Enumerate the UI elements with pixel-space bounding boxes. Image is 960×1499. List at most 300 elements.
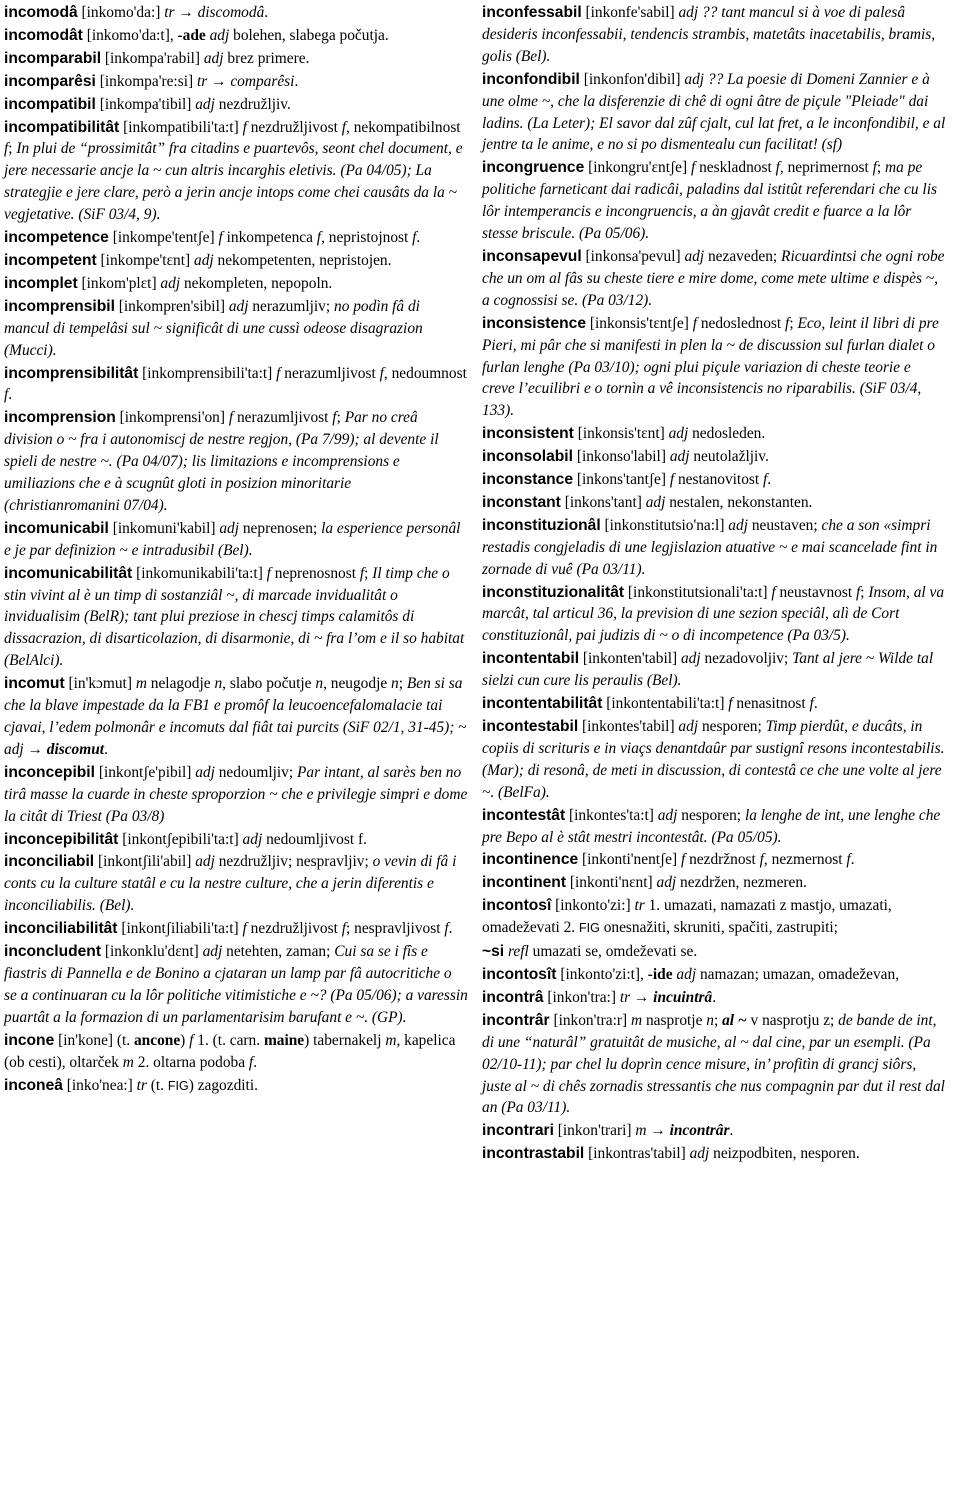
entry-headword: inconciliabilitât [4,920,118,938]
entry-text-segment: ; [398,675,407,693]
entry-text-segment: f [759,851,764,869]
entry-text-segment: adj [684,247,705,265]
entry-text-segment: nenasitnost [732,695,810,713]
entry-text-segment: comparêsi [230,72,295,90]
entry-text-segment: ma pe politiche farneticant dai radicâi, paladins dal istitût referendari che cu lis lôr intemperancis e incongruencis, a àn gjavât credit e fuarce a la lôr stesse briscule. (Pa 05/06). [482,159,937,243]
entry-text-segment: → [630,988,654,1006]
entry-text-segment: adj [676,965,697,983]
entry-headword: incontosît [482,965,557,983]
entry-text-segment: adj [219,519,240,537]
entry-text-segment: , slabo počutje [222,675,316,693]
entry-headword: inconsistence [482,314,586,332]
entry-text-segment: neskladnost [695,159,776,177]
entry-text-segment: nekompleten, nepopoln. [180,274,333,292]
entry-text-segment: adj [202,943,223,961]
entry-text-segment: [inkontʃiliabili'ta:t] [117,920,243,938]
entry-text-segment: ancone [133,1031,181,1049]
dictionary-entry [482,716,946,804]
entry-text-segment: adj [657,806,678,824]
dictionary-entry [4,851,468,917]
entry-headword: inconsistent [482,425,574,443]
entry-headword: inconfondibil [482,70,580,88]
entry-text-segment: nerazumljivost [280,364,380,382]
entry-text-segment: ; [364,564,373,582]
dictionary-entry [482,941,946,963]
entry-text-segment: f [809,695,814,713]
entry-headword: incontrari [482,1122,554,1140]
entry-text-segment: umazati se, omdeževati se. [528,943,698,961]
entry-text-segment: f [341,920,346,938]
entry-text-segment: nasprotje [642,1011,707,1029]
entry-text-segment: Il timp che o stin vivint al è un timp di sostanziâl ~, di marcade invidualitât o invidualisim (BelR); tant plui preziose in chescj timps calamitôs di dissacrazion, di disarticolazion, di disarmonie, di ~ fra l’om e il so habitat (BelAlci). [4,564,465,670]
entry-text-segment: (Pa 04/05); La strategjie e jere clare, però a jerin ancje intops come chei causâts da la ~ vegjetative. (SiF 03/4, 9). [4,162,457,224]
entry-text-segment: . [8,386,13,404]
entry-text-segment: f [872,159,877,177]
entry-text-segment: incontrâr [669,1122,730,1140]
dictionary-entry [4,296,468,362]
dictionary-entry [4,918,468,940]
entry-text-segment: v nasprotju z; [746,1011,839,1029]
entry-headword: incontestabil [482,718,579,735]
dictionary-entry [4,273,468,295]
entry-text-segment: nekompetenten, nepristojen. [213,251,392,269]
entry-text-segment: adj [668,425,689,443]
entry-text-segment: adj [209,26,230,44]
entry-text-segment: FIG [579,921,600,936]
entry-text-segment: incuintrâ [653,988,713,1006]
entry-text-segment: adj [195,95,215,113]
entry-text-segment: [inkongru'ɛntʃe] [584,159,691,177]
entry-text-segment: , neugodje [323,675,392,693]
entry-text-segment: → [207,72,231,90]
entry-text-segment: [inkonto'zi:t], [556,965,648,983]
dictionary-entry [4,48,468,70]
entry-text-segment: che a son «simpri restadis congjeladis di une legjislazion atuative ~ e mai scancelade fint in zornade di vuê (Pa 03/11). [482,516,938,578]
entry-headword: incone [4,1031,55,1049]
entry-text-segment: [inkompa'rabil] [101,49,204,67]
dictionary-entry [482,805,946,849]
entry-text-segment: [inkompe'tɛnt] [96,251,194,269]
entry-text-segment: f [316,229,322,247]
entry-text-segment: la lenghe de int, une lenghe che pre Bepo al è stât mestri incontestât. (Pa 05/05). [482,806,941,846]
entry-text-segment: no podìn fâ di mancul di tempelâsi sul ~ significât di une cussì odeose disagrazion (Mucci). [4,297,423,359]
entry-text-segment: [inkontes'tabil] [578,718,679,735]
entry-headword: incontinence [482,851,579,869]
entry-text-segment: → [174,4,198,21]
entry-text-segment: bolehen, slabega počutja. [229,26,389,44]
entry-text-segment: f [846,851,851,869]
entry-text-segment: f [218,229,223,247]
entry-text-segment: adj ?? La poesie di Domeni Zannier e à une olme ~, che la disferenzie di chê di ogni âtre de piçule "Pleiade" dai ladins. (La Leter); El savor dal zûf cjalt, cul lat fret, a le inconfondibil, e al jentre ta le anime, e no si po dismentealu cun facilitat! (sf) [482,70,946,154]
entry-text-segment: [inkomprensibili'ta:t] [138,364,277,382]
dictionary-entry [4,94,468,116]
dictionary-entry [4,1075,468,1098]
entry-text-segment: nezdržen, nezmeren. [676,874,807,892]
entry-text-segment: nerazumljivost [233,409,333,427]
entry-text-segment: nezdružljiv. [214,95,291,113]
entry-text-segment: Ben si sa che la blave impestade da la FB1 e promôf la leucoencefalomalacie tai cjavai, l’edem polmonâr e incomuts dal fiât tai purcits (SiF 02/1, 31-45); [4,675,463,736]
entry-text-segment: [inkonten'tabil] [579,650,681,668]
entry-headword: incompetence [4,229,109,247]
dictionary-entry [482,2,946,68]
entry-text-segment: m [635,1122,647,1140]
dictionary-entry [4,762,468,828]
entry-text-segment: nedoumljiv; [214,763,297,781]
entry-text-segment: nestalen, nekonstanten. [665,493,813,511]
entry-text-segment: nezdružljiv; nespravljiv; [214,853,373,871]
entry-text-segment: adj [656,874,677,892]
dictionary-entry [4,829,468,851]
entry-text-segment: f [690,159,696,177]
entry-text-segment: (t. [146,1076,168,1094]
entry-text-segment: nezadovoljiv; [700,650,793,668]
entry-text-segment: 2. oltarna podoba [133,1053,249,1071]
entry-text-segment: Timp pierdût, e ducâts, in copiis di scrituris e in viaçs denantdaûr par sustignî resons incontestabilis. (Mar); di resonâ, de meti in discussion, di contestâ ce che une volte al jere ~. (BelFa). [482,718,945,801]
entry-headword: inconeâ [4,1076,63,1094]
entry-text-segment: tr [619,988,631,1006]
entry-headword: inconsapevul [482,247,582,265]
entry-text-segment: 1. (t. carn. [193,1031,264,1049]
entry-text-segment: f [189,1031,194,1049]
entry-text-segment: f [266,564,271,582]
entry-headword: inconfessabil [482,4,582,21]
entry-text-segment: ; [8,140,17,158]
dictionary-entry [482,987,946,1009]
entry-text-segment: f [4,140,9,158]
entry-text-segment: nesporen; [677,806,745,824]
entry-headword: ~si [482,943,505,961]
entry-text-segment: ; [860,583,869,601]
entry-text-segment: f [332,409,337,427]
dictionary-entry [4,227,468,249]
entry-text-segment: ; [713,1011,723,1029]
entry-text-segment: [inkontras'tabil] [584,1145,690,1163]
entry-text-segment: ; [789,314,798,332]
entry-text-segment: . [767,471,772,489]
dictionary-entry [482,849,946,871]
entry-headword: incomparabil [4,49,102,67]
entry-headword: incomodâ [4,4,78,21]
dictionary-entry [482,895,946,940]
entry-headword: incontestât [482,806,566,824]
entry-headword: inconstance [482,471,573,489]
entry-text-segment: f [763,471,768,489]
entry-text-segment: f [341,118,347,136]
dictionary-entry [482,648,946,692]
entry-headword: incomparêsi [4,72,96,90]
entry-headword: inconsolabil [482,448,573,466]
entry-text-segment: n [706,1011,714,1029]
entry-text-segment: [inkomunikabili'ta:t] [132,564,267,582]
entry-text-segment: [inkonklu'dɛnt] [101,943,203,961]
entry-text-segment: Ricuardintsi che ogni robe che un om al fâs su cheste tiere e mire dome, come mete ultime e dispès ~, a cognossisi se. (Pa 03/12). [482,247,945,309]
entry-text-segment: maine [263,1031,305,1049]
entry-text-segment: la esperience personâl e je par definizion ~ e intradusibil (Bel). [4,519,461,559]
entry-text-segment: n [214,675,223,693]
dictionary-entry [482,1120,946,1142]
entry-headword: incomprension [4,409,116,427]
entry-text-segment: . [264,4,269,21]
entry-headword: incomut [4,675,65,693]
entry-text-segment: m [122,1053,134,1071]
entry-headword: inconcepibilitât [4,830,119,848]
entry-headword: incontrâr [482,1011,550,1029]
entry-text-segment: [inkompa're:si] [95,72,197,90]
entry-headword: inconcludent [4,943,102,961]
entry-text-segment: [inkompa'tibil] [95,95,196,113]
entry-text-segment: f [276,364,281,382]
entry-text-segment: → [23,740,47,758]
entry-text-segment: adj [203,49,224,67]
entry-text-segment: ~ [454,719,467,736]
entry-text-segment: [inkons'tantʃe] [573,471,670,489]
dictionary-entry [482,69,946,157]
entry-text-segment: , nezmernost [763,851,847,869]
dictionary-entry [4,673,468,761]
entry-text-segment: [in'kone] (t. [54,1031,134,1049]
entry-headword: incomprensibilitât [4,364,139,382]
dictionary-entry [4,563,468,673]
dictionary-entry [482,469,946,491]
entry-text-segment: . [729,1122,734,1140]
entry-text-segment: [inkonfe'sabil] [581,4,679,21]
entry-text-segment: . [813,695,818,713]
entry-text-segment: [inkontʃili'abil] [94,853,196,871]
entry-text-segment: [inkonstitutsionali'ta:t] [624,583,772,601]
entry-text-segment: nesporen; [698,718,766,735]
dictionary-entry [482,313,946,423]
entry-text-segment: adj [195,763,215,781]
entry-text-segment: neizpodbiten, nesporen. [709,1145,860,1163]
entry-text-segment: . [712,988,717,1006]
entry-text-segment: m [631,1011,643,1029]
entry-text-segment: neustaven; [747,516,822,534]
entry-text-segment: . [104,740,108,758]
entry-headword: inconciliabil [4,853,95,871]
entry-text-segment: ) [180,1031,190,1049]
entry-text-segment: [inkompe'tentʃe] [108,229,219,247]
entry-text-segment: , kapelica (ob cesti), oltarček [4,1031,456,1071]
entry-text-segment: n [391,675,399,693]
dictionary-entry [4,518,468,562]
entry-headword: inconstituzionâl [482,516,601,534]
dictionary-entry [482,446,946,468]
entry-text-segment: [inkonti'nɛnt] [566,874,657,892]
entry-text-segment: neustavnost [775,583,856,601]
entry-headword: incomunicabil [4,519,109,537]
dictionary-entry [482,492,946,514]
entry-headword: incontinent [482,874,567,892]
entry-headword: incontosî [482,897,552,915]
entry-text-segment: Insom, al va marcât, tal articul 36, la prevision di une sezion speciâl, alì de Cort constituzionâl, pai judizis di ~ o di incompetence (Pa 03/5). [482,583,945,645]
dictionary-entry [4,25,468,47]
entry-text-segment: [inkontentabili'ta:t] [602,695,729,713]
entry-headword: inconcepibil [4,763,95,781]
entry-headword: incontentabil [482,650,580,668]
entry-text-segment: [inkonsa'pevul] [581,247,685,265]
entry-text-segment: [inkons'tant] [560,493,646,511]
entry-text-segment: [inkonfon'dibil] [579,70,685,88]
entry-text-segment: adj [680,650,701,668]
entry-text-segment: onesnažiti, skruniti, spačiti, zastrupiti; [599,919,838,937]
entry-text-segment: Cui sa se i fîs e fiastris di Pannella e de Bonino a cjataran un lamp par fâ autocritiche o se a continuaran cu la lôr politiche vitimistiche e ~? (Pa 05/06); a varessin puartât a la formazion di un parlamentarisim barufant e ~. (GP). [4,943,468,1026]
entry-text-segment: , nedoumnost [383,364,467,382]
entry-text-segment: . [416,229,421,247]
entry-text-segment: ; nespravljivost [346,920,445,938]
entry-text-segment: Par intant, al sarès ben no tirâ masse la cuarde in cheste sproporzion ~ che e privilegje simpri e dome la citât di Triest (Pa 03/8) [4,763,468,825]
entry-text-segment: f [379,364,384,382]
dictionary-entry [482,964,946,986]
entry-headword: incontentabilitât [482,695,603,713]
entry-text-segment: . [850,851,855,869]
entry-text-segment: adj [4,740,24,758]
entry-text-segment: namazan; umazan, omadeževan, [696,965,900,983]
dictionary-entry [482,157,946,245]
entry-text-segment: . [294,72,299,90]
entry-text-segment: -ade [177,26,206,44]
dictionary-entry [4,2,468,24]
entry-text-segment: nezaveden; [704,247,782,265]
entry-text-segment: , nepristojnost [321,229,413,247]
entry-text-segment: nerazumljiv; [248,297,334,315]
entry-text-segment: adj [160,274,181,292]
entry-text-segment: 1. umazati, namazati z mastjo, umazati, omadeževati 2. [482,897,892,937]
entry-text-segment: , nekompatibilnost [346,118,461,136]
entry-text-segment: f [228,409,234,427]
dictionary-entry [4,250,468,272]
entry-text-segment: f [248,1053,254,1071]
entry-text-segment: . [448,920,453,938]
entry-text-segment: f [856,583,861,601]
entry-text-segment: netehten, zaman; [222,943,335,961]
entry-text-segment: f [669,471,675,489]
entry-text-segment: [inkom'plɛt] [77,274,161,292]
entry-text-segment: tr [136,1076,147,1094]
entry-text-segment: f [785,314,790,332]
entry-text-segment: f [359,564,365,582]
dictionary-entry [482,1010,946,1120]
entry-headword: incompatibil [4,95,96,113]
entry-text-segment: f [242,118,247,136]
entry-text-segment: Eco, leint il libri di pre Pieri, mi pâr che si manifesti in plen la ~ de discussion sul furlan dialet o furlan lenghe (Pa 03/10); ogni plui piçule variazion di cheste teorie e creve l’ecuilibri e o tornìn a vê inconsistencis no riparabilis. (SiF 03/4, 133). [482,314,939,420]
entry-text-segment: [inko'nea:] [62,1076,137,1094]
entry-text-segment: [inkonso'labil] [572,448,670,466]
entry-text-segment: o vevin di fâ i conts cu la culture statâl e cu la nestre culture, che a jerin diferentis e inconciliabilis. (Bel). [4,853,457,915]
entry-text-segment: ) zagozditi. [188,1076,258,1094]
entry-text-segment: nezdružljivost [246,118,342,136]
entry-text-segment: f [692,314,697,332]
entry-text-segment: nedosleden. [688,425,766,443]
entry-headword: incompetent [4,251,97,269]
dictionary-entry [482,872,946,894]
entry-text-segment: , neprimernost [779,159,873,177]
entry-text-segment: [inkontʃepibili'ta:t] [118,830,243,848]
entry-headword: incomprensibil [4,297,115,315]
entry-text-segment: adj [678,718,699,735]
entry-text-segment: tr [634,897,645,915]
entry-headword: inconstituzionalitât [482,583,625,601]
entry-text-segment: [inkon'tra:] [543,988,620,1006]
entry-text-segment: m [135,675,147,693]
dictionary-entry [4,407,468,517]
entry-text-segment: neutolažljiv. [689,448,769,466]
entry-text-segment: nezdružljivost [246,920,342,938]
entry-text-segment: adj [194,251,214,269]
dictionary-entry [482,515,946,581]
entry-text-segment: [inkon'tra:r] [549,1011,632,1029]
entry-text-segment: Par no creâ division o ~ fra i autonomiscj de nestre regjon, (Pa 7/99); al devente il spieli de nestre ~. (Pa 04/07); lis limitazions e incomprensions e umiliazions che e à scugnût gloti in posizion minoritarie (christianromanini 07/04). [4,409,439,514]
entry-text-segment: [inkonsis'tɛntʃe] [586,314,693,332]
entry-text-segment: f [444,920,449,938]
entry-text-segment: [inkontes'ta:t] [565,806,658,824]
entry-text-segment: adj [195,853,215,871]
entry-text-segment: n [315,675,324,693]
entry-text-segment: m [385,1031,397,1049]
entry-text-segment: -ide [647,965,673,983]
entry-text-segment: nelagodje [146,675,215,693]
entry-headword: incontrâ [482,988,544,1006]
entry-text-segment: discomodâ [197,4,265,21]
dictionary-entry [4,363,468,407]
entry-text-segment: [inkonsis'tɛnt] [573,425,669,443]
dictionary-entry [4,71,468,93]
entry-text-segment: brez primere. [223,49,310,67]
entry-text-segment: [inkonti'nentʃe] [578,851,681,869]
entry-text-segment: neprenosnost [270,564,360,582]
entry-text-segment: neprenosen; [239,519,322,537]
entry-headword: inconstant [482,493,561,511]
entry-text-segment: [inkomo'da:t], [82,26,178,44]
entry-headword: incomplet [4,274,78,292]
entry-text-segment: ; [336,409,345,427]
dictionary-entry [4,941,468,1029]
entry-text-segment: In plui de “prossimitât” fra citadins e puartevôs, seont chel document, e jere necessarie ancje la ~ cun altris incarghis eletivis. [4,140,463,180]
entry-text-segment: de bande de int, di une “naturâl” gratuitât de musiche, al ~ dal cine, par un esempli. (Pa 02/10-11); par chel lu doprìn cence misure, in’ profitìn di grancj siôrs, juste al ~ di chês zornadis stressantis che nus compagnin par dut il rest dal an (Pa 03/11). [482,1011,945,1117]
left-column [4,2,468,1499]
entry-text-segment: nedoumljivost f. [262,830,367,848]
entry-text-segment: [inkomprensi'on] [115,409,229,427]
entry-headword: incongruence [482,159,585,177]
entry-text-segment: refl [507,943,529,961]
entry-headword: incontrastabil [482,1145,585,1163]
entry-text-segment: adj [242,830,263,848]
entry-text-segment: inkompetenca [222,229,317,247]
entry-headword: incompatibilitât [4,118,120,136]
entry-text-segment: discomut [46,740,105,758]
entry-text-segment: nestanovitost [674,471,764,489]
dictionary-entry [482,1143,946,1165]
entry-text-segment: . [253,1053,258,1071]
dictionary-entry [4,117,468,227]
entry-text-segment: adj [645,493,666,511]
entry-text-segment: adj [228,297,249,315]
entry-text-segment: f [412,229,417,247]
entry-text-segment: f [775,159,780,177]
right-column [482,2,946,1499]
entry-text-segment: [inkompren'sibil] [114,297,229,315]
entry-text-segment: tr [196,72,208,90]
dictionary-entry [482,246,946,312]
entry-text-segment: adj [728,516,748,534]
entry-text-segment: [inkon'trari] [553,1122,636,1140]
entry-text-segment: f [4,386,9,404]
entry-text-segment: → [646,1122,670,1140]
entry-text-segment: [inkompatibili'ta:t] [119,118,243,136]
entry-text-segment: nedoslednost [696,314,786,332]
entry-text-segment: [in'kɔmut] [64,675,136,693]
entry-text-segment: ) tabernakelj [304,1031,386,1049]
entry-text-segment: [inkomo'da:] [77,4,165,21]
